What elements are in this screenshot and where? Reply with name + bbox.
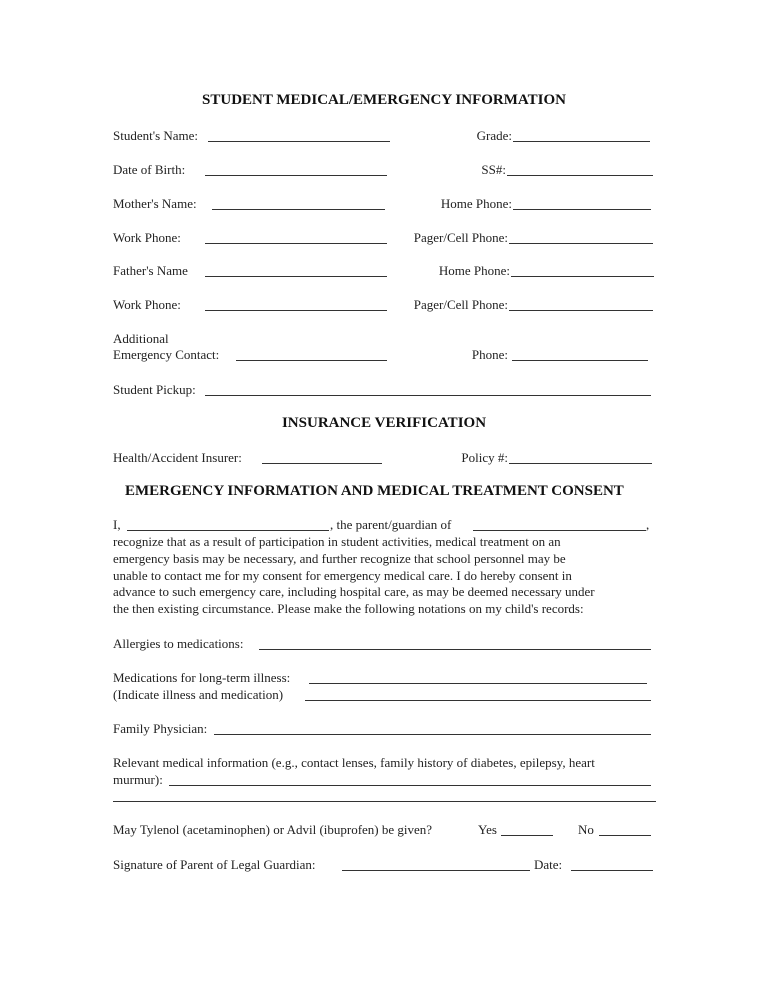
indicate-label: (Indicate illness and medication): [113, 687, 284, 702]
home-phone-label-2: Home Phone:: [438, 263, 510, 278]
home-phone-line-1[interactable]: [513, 209, 651, 210]
work-phone-line-1[interactable]: [205, 243, 387, 244]
form-title: STUDENT MEDICAL/EMERGENCY INFORMATION: [202, 92, 566, 108]
no-line[interactable]: [599, 835, 651, 836]
consent-line: the then existing circumstance. Please make the following notations on my child's records:: [113, 601, 584, 617]
consent-paragraph: [113, 534, 651, 618]
consent-i: I,: [113, 517, 121, 532]
child-name-line[interactable]: [473, 530, 646, 531]
home-phone-line-2[interactable]: [511, 276, 654, 277]
mothers-name-label: Mother's Name:: [113, 196, 197, 211]
consent-line: advance to such emergency care, including hospital care, as may be deemed necessary under: [113, 584, 595, 600]
insurance-heading: INSURANCE VERIFICATION: [281, 415, 487, 431]
indicate-line[interactable]: [305, 700, 651, 701]
ss-line[interactable]: [507, 175, 653, 176]
mothers-name-line[interactable]: [212, 209, 385, 210]
fathers-name-label: Father's Name: [113, 263, 188, 278]
yes-line[interactable]: [501, 835, 553, 836]
student-pickup-label: Student Pickup:: [113, 382, 196, 397]
relevant-label-1: Relevant medical information (e.g., contact lenses, family history of diabetes, epilepsy, heart: [113, 755, 595, 770]
allergies-label: Allergies to medications:: [113, 636, 244, 651]
ss-label: SS#:: [481, 162, 506, 177]
pager-cell-line-2[interactable]: [509, 310, 653, 311]
phone-line[interactable]: [512, 360, 648, 361]
additional-label: Additional: [113, 331, 169, 346]
student-pickup-line[interactable]: [205, 395, 651, 396]
pager-cell-label-2: Pager/Cell Phone:: [413, 297, 508, 312]
relevant-label-2: murmur):: [113, 772, 163, 787]
physician-line[interactable]: [214, 734, 651, 735]
yes-label: Yes: [478, 822, 497, 837]
no-label: No: [578, 822, 594, 837]
emergency-contact-label: Emergency Contact:: [113, 347, 220, 362]
phone-label: Phone:: [471, 347, 508, 362]
date-line[interactable]: [571, 870, 653, 871]
long-term-label: Medications for long-term illness:: [113, 670, 291, 685]
physician-label: Family Physician:: [113, 721, 208, 736]
tylenol-label: May Tylenol (acetaminophen) or Advil (ibuprofen) be given?: [113, 822, 433, 837]
fathers-name-line[interactable]: [205, 276, 387, 277]
student-name-label: Student's Name:: [113, 128, 199, 143]
policy-label: Policy #:: [461, 450, 508, 465]
relevant-line-1[interactable]: [169, 785, 651, 786]
pager-cell-label-1: Pager/Cell Phone:: [413, 230, 508, 245]
emergency-contact-line[interactable]: [236, 360, 387, 361]
dob-line[interactable]: [205, 175, 387, 176]
home-phone-label-1: Home Phone:: [440, 196, 512, 211]
signature-label: Signature of Parent of Legal Guardian:: [113, 857, 316, 872]
consent-line: recognize that as a result of participation in student activities, medical treatment on an: [113, 534, 561, 549]
consent-line: unable to contact me for my consent for emergency medical care. I do hereby consent in: [113, 567, 572, 583]
student-name-line[interactable]: [208, 141, 390, 142]
long-term-line[interactable]: [309, 683, 647, 684]
relevant-line-2[interactable]: [113, 801, 656, 802]
consent-line: emergency basis may be necessary, and further recognize that school personnel may be: [113, 550, 566, 566]
work-phone-label-2: Work Phone:: [113, 297, 181, 312]
insurer-line[interactable]: [262, 463, 382, 464]
parent-name-line[interactable]: [127, 530, 329, 531]
grade-line[interactable]: [513, 141, 650, 142]
consent-heading: EMERGENCY INFORMATION AND MEDICAL TREATMENT CONSENT: [125, 483, 624, 499]
allergies-line[interactable]: [259, 649, 651, 650]
pager-cell-line-1[interactable]: [509, 243, 653, 244]
date-label: Date:: [534, 857, 563, 872]
policy-line[interactable]: [509, 463, 652, 464]
insurer-label: Health/Accident Insurer:: [113, 450, 242, 465]
consent-parent-of: , the parent/guardian of: [330, 517, 452, 532]
grade-label: Grade:: [476, 128, 512, 143]
dob-label: Date of Birth:: [113, 162, 186, 177]
signature-line[interactable]: [342, 870, 530, 871]
work-phone-label-1: Work Phone:: [113, 230, 181, 245]
consent-comma: ,: [646, 517, 650, 532]
work-phone-line-2[interactable]: [205, 310, 387, 311]
